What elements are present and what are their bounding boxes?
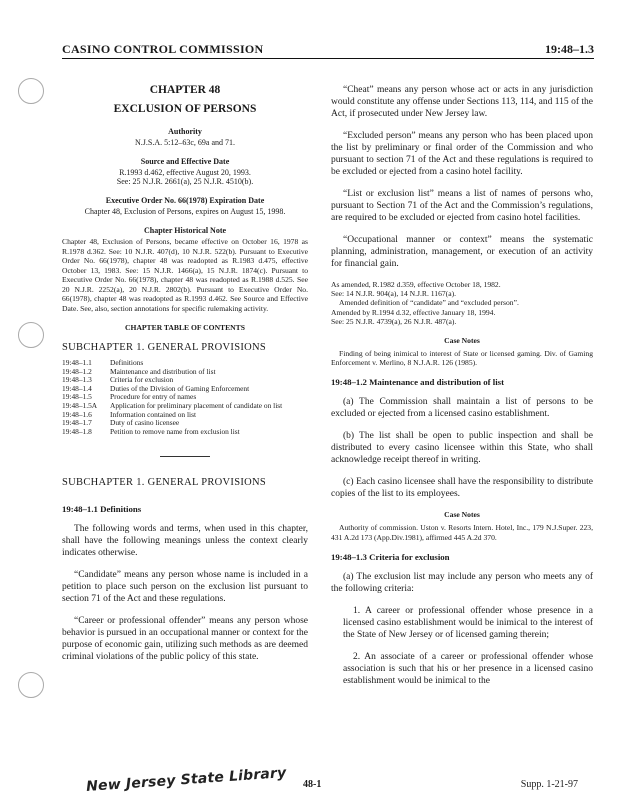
case-notes-heading: Case Notes bbox=[444, 510, 480, 520]
case-note: Finding of being inimical to interest of State or licensed gaming. Div. of Gaming Enforcement v. Merlino, 8 N.J.A.R. 126 (1985). bbox=[331, 349, 593, 368]
chapter-title: EXCLUSION OF PERSONS bbox=[113, 103, 257, 115]
toc-heading: CHAPTER TABLE OF CONTENTS bbox=[125, 323, 245, 332]
toc-row[interactable]: 19:48–1.5A Application for preliminary placement of candidate on list bbox=[62, 400, 283, 410]
paragraph: “Career or professional offender” means any person whose behavior is pursued in an occupational manner or context for the purpose of economic gain, utilizing such methods as are deemed criminal violations of the public policy of this state. bbox=[62, 616, 308, 663]
toc-row[interactable]: 19:48–1.2 Maintenance and distribution of list bbox=[62, 366, 216, 376]
subchapter-heading: SUBCHAPTER 1. GENERAL PROVISIONS bbox=[62, 477, 267, 489]
source-text: R.1993 d.462, effective August 20, 1993. See: 25 N.J.R. 2661(a), 25 N.J.R. 4510(b). bbox=[116, 168, 254, 186]
historical-note-heading: Chapter Historical Note bbox=[143, 226, 227, 235]
source-heading: Source and Effective Date bbox=[140, 157, 230, 166]
authority-text: N.J.S.A. 5:12–63c, 69a and 71. bbox=[135, 138, 235, 147]
running-header bbox=[62, 42, 594, 59]
section-divider bbox=[160, 456, 210, 457]
toc-row[interactable]: 19:48–1.8 Petition to remove name from exclusion list bbox=[62, 426, 240, 436]
library-stamp: New Jersey State Library bbox=[85, 765, 287, 795]
header-section-number: 19:48–1.3 bbox=[545, 42, 594, 56]
executive-order-heading: Executive Order No. 66(1978) Expiration Date bbox=[105, 196, 265, 205]
paragraph: “Excluded person” means any person who has been placed upon the list by preliminary or final order of the Commission and who pursuant to section 71 of the Act and these regulations is required to be excluded or ejected from a casino hotel facility. bbox=[331, 131, 593, 177]
case-notes-heading: Case Notes bbox=[444, 336, 480, 346]
paragraph: 1. A career or professional offender whose presence in a licensed casino establishment would be inimical to the interest of the State of New Jersey or of licensed gaming therein; bbox=[343, 605, 593, 640]
toc-row[interactable]: 19:48–1.1 Definitions bbox=[62, 358, 144, 367]
toc-row[interactable]: 19:48–1.3 Criteria for exclusion bbox=[62, 375, 174, 385]
page-number: 48-1 bbox=[303, 779, 322, 790]
case-note: Authority of commission. Uston v. Resorts Intern. Hotel, Inc., 179 N.J.Super. 223, 431 A.2d 173 (App.Div.1981), affirmed 445 A.2d 370. bbox=[331, 523, 593, 542]
section-heading-definitions: 19:48–1.1 Definitions bbox=[62, 504, 142, 515]
punch-hole-top bbox=[18, 78, 44, 104]
header-title: CASINO CONTROL COMMISSION bbox=[62, 42, 264, 56]
executive-order-text: Chapter 48, Exclusion of Persons, expires on August 15, 1998. bbox=[84, 207, 286, 216]
paragraph: “Occupational manner or context” means the systematic planning, administration, management, or execution of an activity for financial gain. bbox=[331, 235, 593, 269]
section-heading-maintenance: 19:48–1.2 Maintenance and distribution of list bbox=[331, 377, 505, 388]
toc-row[interactable]: 19:48–1.4 Duties of the Division of Gaming Enforcement bbox=[62, 383, 250, 393]
authority-heading: Authority bbox=[168, 127, 202, 136]
toc-row[interactable]: 19:48–1.7 Duty of casino licensee bbox=[62, 418, 180, 428]
chapter-number: CHAPTER 48 bbox=[149, 84, 221, 96]
toc-subchapter-heading: SUBCHAPTER 1. GENERAL PROVISIONS bbox=[62, 342, 267, 353]
punch-hole-bottom bbox=[18, 672, 44, 698]
left-column bbox=[62, 84, 308, 673]
table-of-contents bbox=[62, 359, 308, 436]
supplement-date: Supp. 1-21-97 bbox=[520, 779, 578, 790]
amendment-history: As amended, R.1982 d.359, effective October 18, 1982. See: 14 N.J.R. 904(a), 14 N.J.R. 1167(a). Amended definition of “candidate” and “excluded person”. Amended by R.1994 d.32, effective January 18, 1994. See: 25 N.J.R. 4739(a), 26 N.J.R. 487(a). bbox=[331, 280, 519, 326]
paragraph: (b) The list shall be open to public inspection and shall be distributed to every casino licensee within this State, who shall acknowledge receipt thereof in writing. bbox=[331, 431, 593, 466]
toc-row[interactable]: 19:48–1.6 Information contained on list bbox=[62, 409, 196, 419]
historical-note-text: Chapter 48, Exclusion of Persons, became effective on October 16, 1978 as R.1978 d.362. See: 10 N.J.R. 407(d), 10 N.J.R. 522(b). Pursuant to Executive Order No. 66(1978), chapter 48 was readopted as R.1983 d.475, effective October 13, 1983. See: 15 N.J.R. 1466(a), 15 N.J.R. 1874(c). Pursuant to Executive Order No. 66(1978), chapter 48 was readopted as R.1988 d.525. See 20 N.J.R. 2252(a), 20 N.J.R. 2802(b). Pursuant to Executive Order No. 66(1978), chapter 48 was readopted as R.1993 d.462. See Source and Effective Date. See, also, section annotations for specific rulemaking activity. bbox=[62, 237, 308, 313]
paragraph: (a) The Commission shall maintain a list of persons to be excluded or ejected from a licensed casino establishment. bbox=[331, 397, 593, 420]
paragraph: (c) Each casino licensee shall have the responsibility to distribute copies of the list to its employees. bbox=[331, 477, 593, 500]
paragraph: “List or exclusion list” means a list of names of persons who, pursuant to Section 71 of the Act and the Commission’s regulations, are required to be excluded or ejected from casino hotel facilities. bbox=[331, 189, 593, 223]
paragraph: “Candidate” means any person whose name is included in a petition to place such person on the exclusion list pursuant to section 71 of the Act and these regulations. bbox=[62, 570, 308, 605]
toc-row[interactable]: 19:48–1.5 Procedure for entry of names bbox=[62, 392, 197, 402]
paragraph: “Cheat” means any person whose act or acts in any jurisdiction would constitute any offense under Sections 113, 114, and 115 of the Act, if prosecuted under New Jersey law. bbox=[331, 85, 593, 119]
right-column bbox=[331, 84, 593, 697]
paragraph: (a) The exclusion list may include any person who meets any of the following criteria: bbox=[331, 571, 593, 594]
paragraph: 2. An associate of a career or professional offender whose association is such that his or her presence in a licensed casino establishment would be inimical to the bbox=[343, 651, 593, 686]
punch-hole-middle bbox=[18, 322, 44, 348]
paragraph: The following words and terms, when used in this chapter, shall have the following meanings unless the context clearly indicates otherwise. bbox=[62, 524, 308, 559]
section-heading-criteria: 19:48–1.3 Criteria for exclusion bbox=[331, 551, 450, 562]
